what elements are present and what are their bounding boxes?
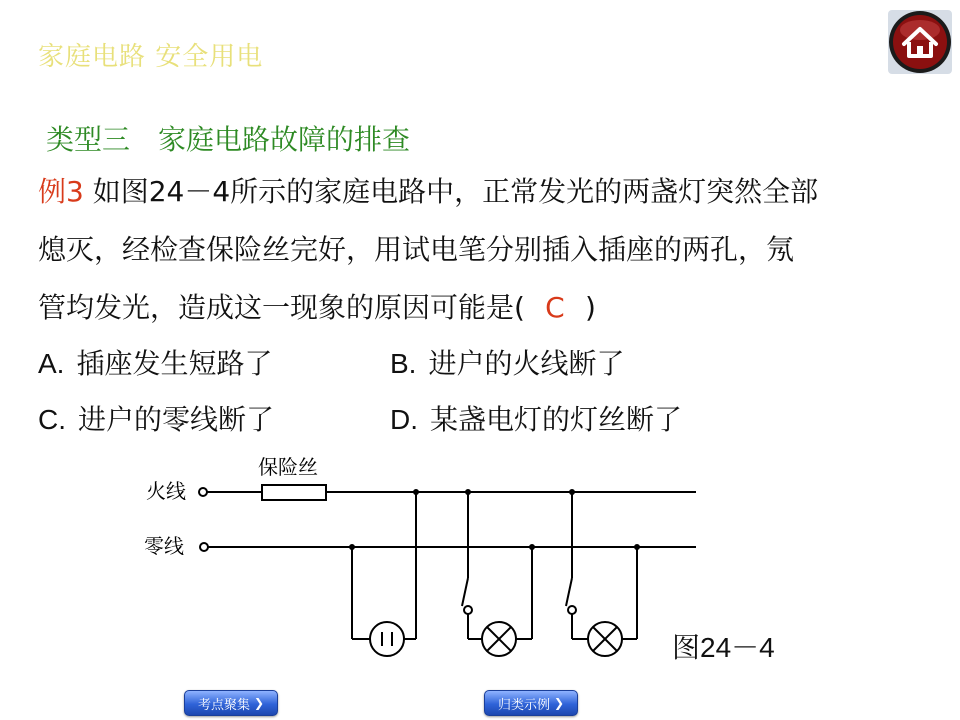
switch-1	[462, 578, 468, 606]
chevron-right-icon: ❯	[553, 696, 565, 710]
question-line-2	[38, 230, 794, 270]
figure-caption: 图24－4	[672, 632, 775, 663]
fuse-symbol	[262, 485, 326, 500]
option-d[interactable]	[390, 400, 682, 440]
circuit-diagram	[140, 450, 710, 665]
question-close-paren: )	[584, 291, 596, 324]
question-line-1	[38, 172, 818, 212]
home-button[interactable]	[886, 8, 954, 76]
kaodian-nav-label: 考点聚集	[197, 697, 250, 713]
option-a-text: 插座发生短路了	[76, 347, 273, 380]
example-label: 例3	[38, 175, 84, 208]
option-c-letter: C.	[38, 404, 66, 435]
option-b[interactable]	[390, 344, 624, 384]
slide-title: 家庭电路 安全用电	[38, 42, 264, 72]
answer-letter: C	[545, 291, 565, 324]
kaodian-nav-button[interactable]	[184, 690, 278, 716]
guilei-nav-label: 归类示例	[497, 697, 550, 713]
fuse-label: 保险丝	[258, 455, 318, 479]
option-d-text: 某盏电灯的灯丝断了	[430, 403, 683, 436]
live-wire-terminal	[199, 488, 207, 496]
option-b-letter: B.	[390, 348, 417, 379]
socket-symbol	[370, 622, 404, 656]
live-wire-label: 火线	[146, 479, 186, 503]
option-b-text: 进户的火线断了	[428, 347, 625, 380]
home-icon	[886, 8, 954, 76]
option-c[interactable]	[38, 400, 274, 440]
section-heading: 类型三 家庭电路故障的排查	[46, 123, 411, 156]
question-line-3	[38, 288, 596, 328]
question-text-1: 如图24－4所示的家庭电路中，正常发光的两盏灯突然全部	[92, 175, 819, 208]
guilei-nav-button[interactable]	[484, 690, 578, 716]
option-a[interactable]	[38, 344, 272, 384]
neutral-wire-terminal	[200, 543, 208, 551]
option-d-letter: D.	[390, 404, 418, 435]
chevron-right-icon: ❯	[253, 696, 265, 710]
switch-2	[566, 578, 572, 606]
option-a-letter: A.	[38, 348, 65, 379]
question-text-3: 管均发光，造成这一现象的原因可能是(	[38, 291, 525, 324]
neutral-wire-label: 零线	[144, 534, 184, 558]
option-c-text: 进户的零线断了	[78, 403, 275, 436]
question-text-2: 熄灭，经检查保险丝完好，用试电笔分别插入插座的两孔，氖	[38, 233, 795, 266]
